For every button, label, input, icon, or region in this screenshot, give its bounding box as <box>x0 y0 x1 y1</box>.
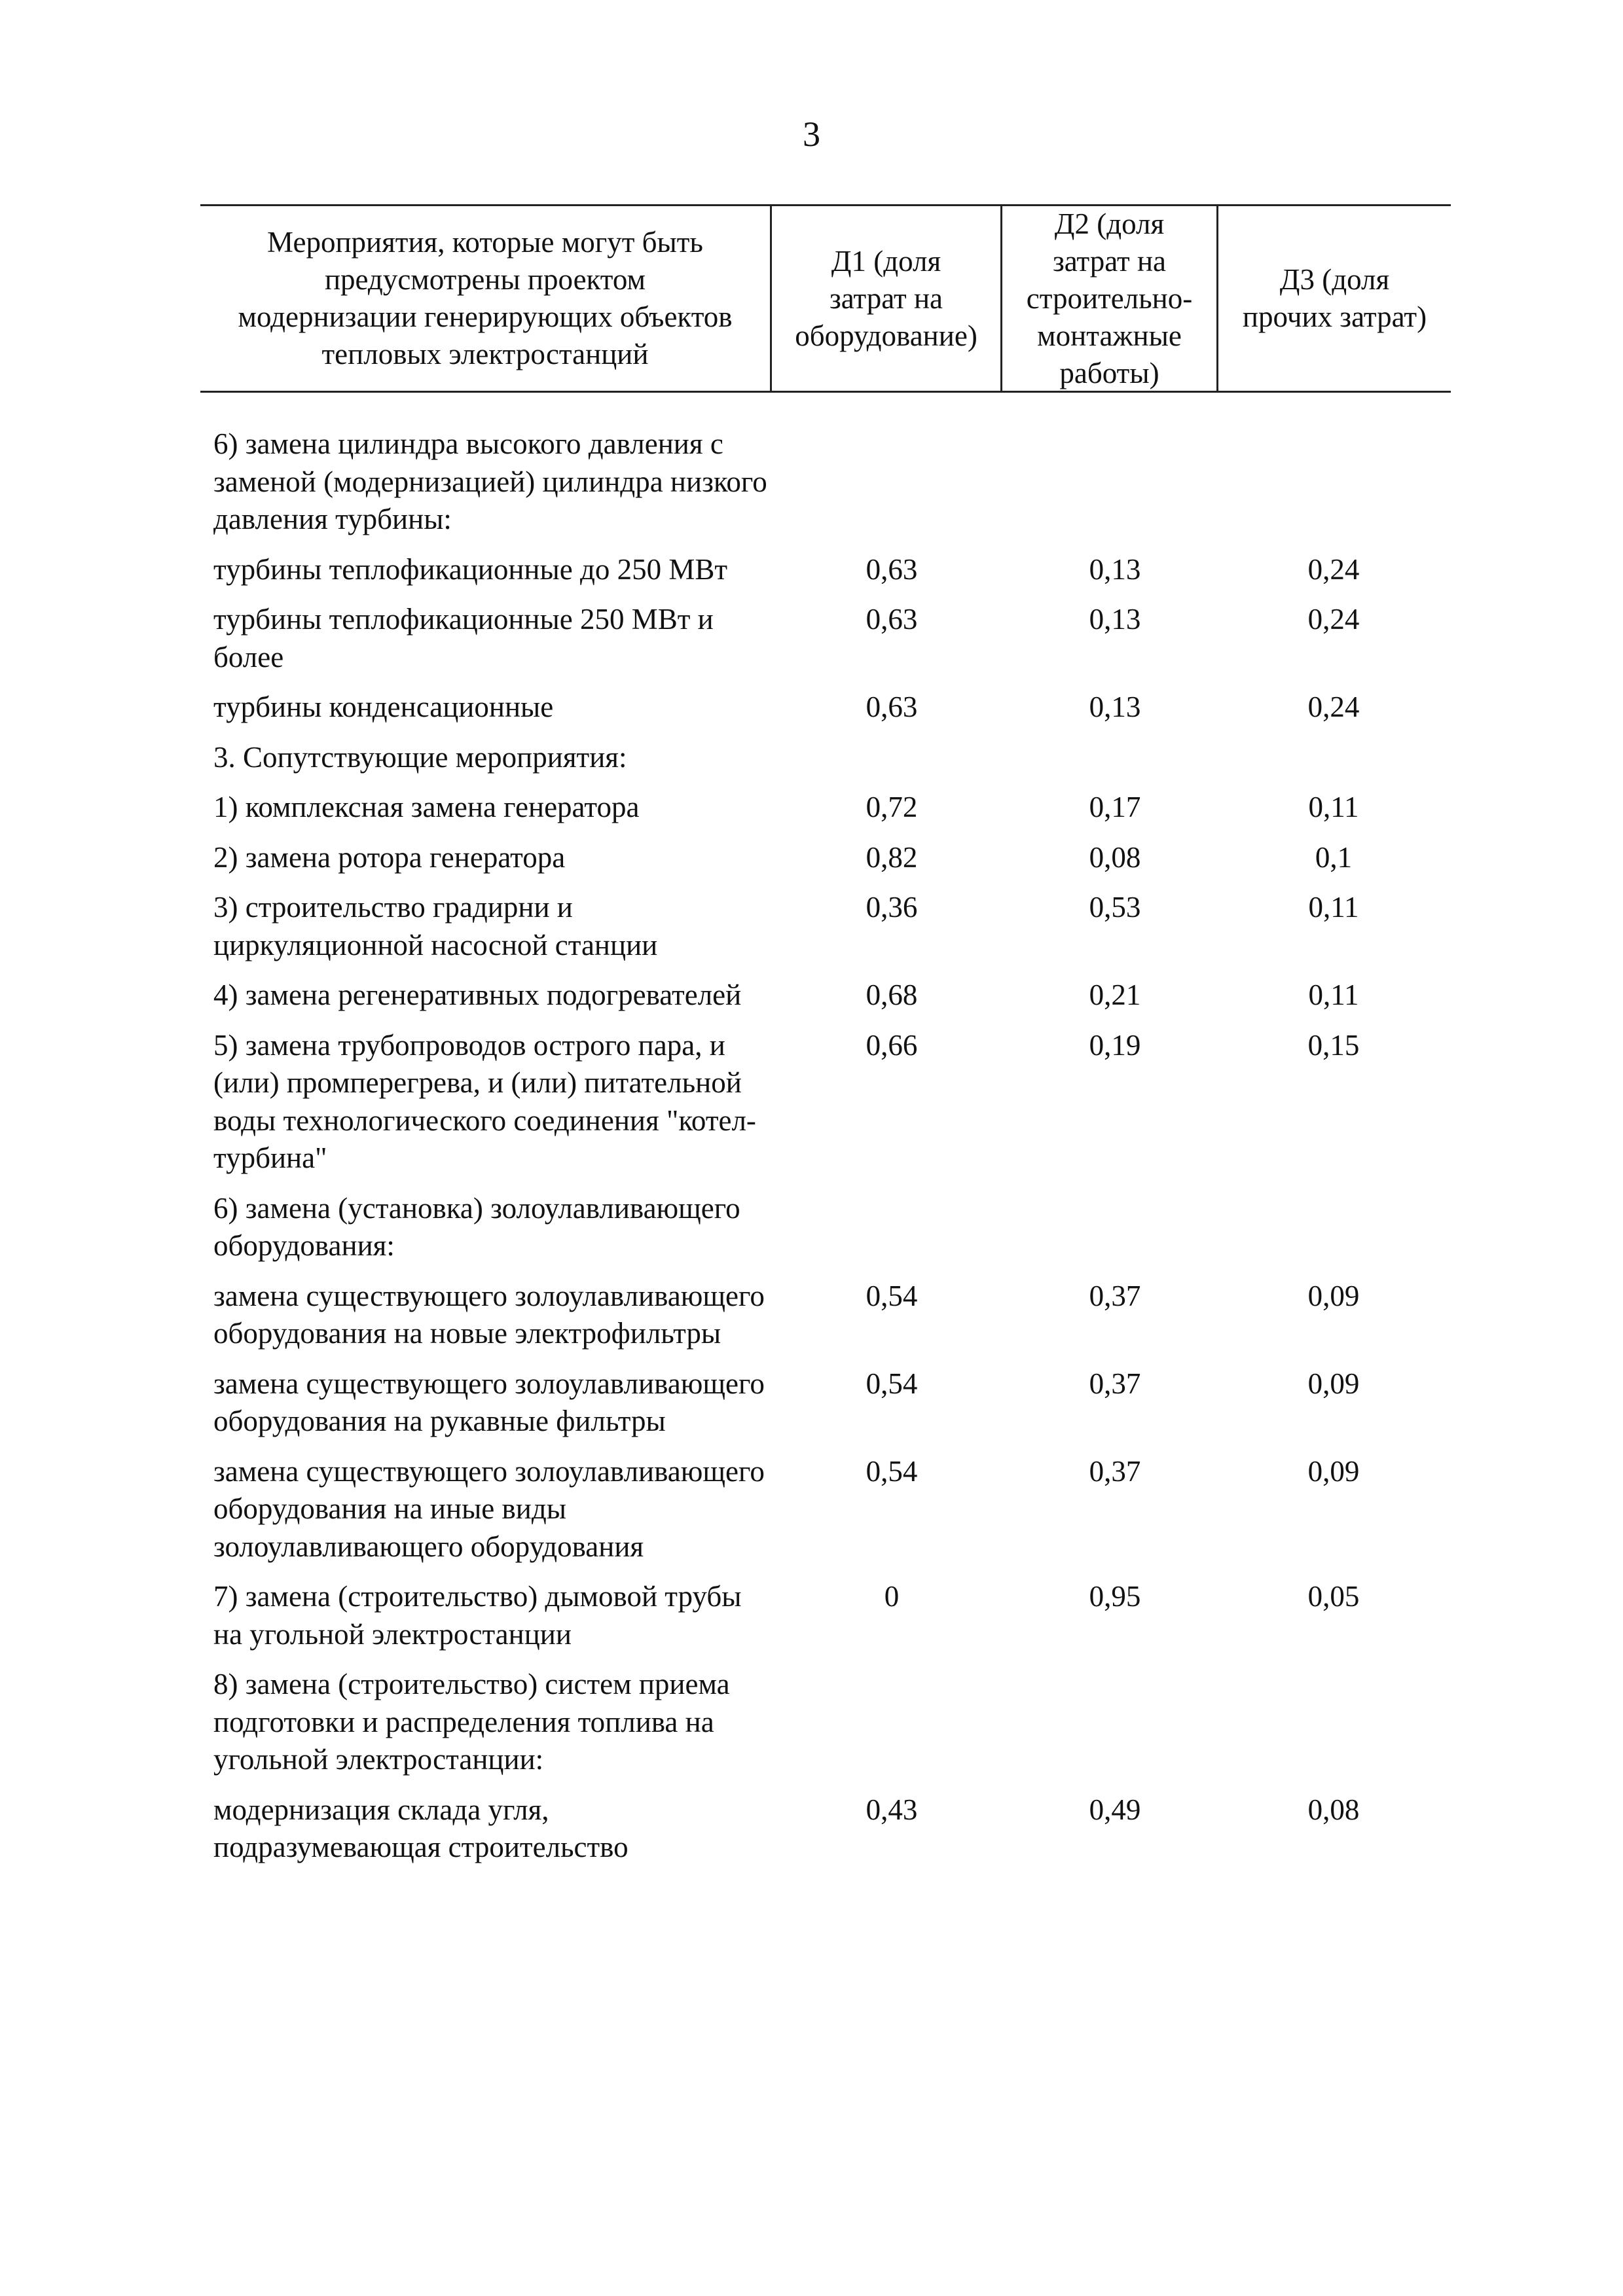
row-d2: 0,19 <box>1089 1028 1141 1062</box>
row-d3: 0,24 <box>1307 603 1360 636</box>
row-d1 <box>770 1666 1000 1779</box>
row-d1: 0,36 <box>866 891 918 924</box>
row-d2 <box>1000 1666 1216 1779</box>
row-d1 <box>770 739 1000 777</box>
row-d3 <box>1216 1190 1451 1265</box>
table-row <box>200 1278 1451 1353</box>
row-label: турбины конденсационные <box>213 691 554 723</box>
row-d3 <box>1216 739 1451 777</box>
row-d3: 0,09 <box>1307 1279 1360 1312</box>
row-d2: 0,37 <box>1089 1454 1141 1488</box>
row-d2: 0,13 <box>1089 552 1141 586</box>
row-d2: 0,08 <box>1089 840 1141 874</box>
row-label: модернизация склада угля, подразумевающая строительство <box>213 1793 629 1863</box>
table-row <box>200 839 1451 877</box>
row-label: 7) замена (строительство) дымовой трубы на угольной электростанции <box>213 1580 742 1651</box>
table-row <box>200 1578 1451 1653</box>
row-d1: 0,54 <box>866 1454 918 1488</box>
row-d3: 0,05 <box>1307 1580 1360 1613</box>
row-d1: 0,63 <box>866 691 918 723</box>
row-d3 <box>1216 1666 1451 1779</box>
row-label: 6) замена цилиндра высокого давления с заменой (модернизацией) цилиндра низкого давления турбины: <box>213 427 767 535</box>
row-d2: 0,53 <box>1089 891 1141 924</box>
row-label: замена существующего золоулавливающего оборудования на иные виды золоулавливающего оборудования <box>213 1454 765 1563</box>
row-d1 <box>770 425 1000 539</box>
header-d1: Д1 (доля затрат на оборудование) <box>770 206 1000 391</box>
row-d1: 0,66 <box>866 1028 918 1062</box>
table-row <box>200 1666 1451 1779</box>
row-d1: 0,82 <box>866 840 918 874</box>
table-row <box>200 977 1451 1014</box>
table-header <box>200 206 1451 391</box>
row-d2 <box>1000 1190 1216 1265</box>
table-row <box>200 425 1451 539</box>
table-row <box>200 1190 1451 1265</box>
header-d3: Д3 (доля прочих затрат) <box>1216 206 1451 391</box>
row-d2 <box>1000 425 1216 539</box>
header-d2: Д2 (доля затрат на строительно- монтажные работы) <box>1000 206 1216 391</box>
row-d3: 0,15 <box>1307 1028 1360 1062</box>
table-header-rule <box>200 391 1451 393</box>
row-d1: 0,63 <box>866 603 918 636</box>
row-d1: 0,72 <box>866 791 918 823</box>
row-label: замена существующего золоулавливающего оборудования на рукавные фильтры <box>213 1367 765 1437</box>
row-label: 5) замена трубопроводов острого пара, и (или) промперегрева, и (или) питательной воды технологического соединения "котел-турбина" <box>213 1028 756 1174</box>
row-label: турбины теплофикационные 250 МВт и более <box>213 603 714 673</box>
row-d2: 0,13 <box>1089 603 1141 636</box>
row-d1: 0 <box>884 1580 900 1613</box>
row-label: 6) замена (установка) золоулавливающего оборудования: <box>213 1191 740 1262</box>
row-d1 <box>770 1190 1000 1265</box>
row-d2 <box>1000 739 1216 777</box>
table-row <box>200 689 1451 726</box>
row-d3: 0,11 <box>1308 978 1359 1011</box>
row-d2: 0,13 <box>1089 691 1141 723</box>
row-d3: 0,09 <box>1307 1454 1360 1488</box>
row-d3 <box>1216 425 1451 539</box>
row-d3: 0,24 <box>1307 552 1360 586</box>
table-body <box>200 425 1451 1867</box>
row-d2: 0,95 <box>1089 1580 1141 1613</box>
row-d1: 0,54 <box>866 1367 918 1400</box>
header-measures: Мероприятия, которые могут быть предусмотрены проектом модернизации генерирующих объектов тепловых электростанций <box>238 226 733 370</box>
page-number: 3 <box>803 115 820 154</box>
row-d2: 0,17 <box>1089 791 1141 823</box>
table-section-row <box>200 739 1451 777</box>
row-d2: 0,37 <box>1089 1367 1141 1400</box>
row-d1: 0,63 <box>866 552 918 586</box>
table-row <box>200 601 1451 676</box>
row-d1: 0,68 <box>866 978 918 1011</box>
row-label: 4) замена регенеративных подогревателей <box>213 978 742 1011</box>
row-d1: 0,43 <box>866 1793 918 1826</box>
table-row <box>200 1791 1451 1867</box>
row-label: турбины теплофикационные до 250 МВт <box>213 552 728 586</box>
cost-share-table <box>200 204 1451 1879</box>
row-label: 3) строительство градирни и циркуляционной насосной станции <box>213 891 658 961</box>
table-row <box>200 1453 1451 1566</box>
row-d3: 0,11 <box>1308 891 1359 924</box>
table-row <box>200 789 1451 827</box>
row-d2: 0,49 <box>1089 1793 1141 1826</box>
table-row <box>200 889 1451 964</box>
row-label: 1) комплексная замена генератора <box>213 791 640 823</box>
row-d3: 0,09 <box>1307 1367 1360 1400</box>
row-d3: 0,08 <box>1307 1793 1360 1826</box>
row-label: замена существующего золоулавливающего оборудования на новые электрофильтры <box>213 1279 765 1350</box>
row-d3: 0,1 <box>1315 840 1353 874</box>
table-row <box>200 1027 1451 1177</box>
row-d3: 0,24 <box>1307 691 1360 723</box>
table-row <box>200 1365 1451 1441</box>
row-d3: 0,11 <box>1308 791 1359 823</box>
table-row <box>200 551 1451 589</box>
row-label: 8) замена (строительство) систем приема подготовки и распределения топлива на угольной электростанции: <box>213 1668 730 1776</box>
row-d2: 0,21 <box>1089 978 1141 1011</box>
row-label: 2) замена ротора генератора <box>213 840 566 874</box>
row-label: 3. Сопутствующие мероприятия: <box>213 740 627 774</box>
row-d2: 0,37 <box>1089 1279 1141 1312</box>
row-d1: 0,54 <box>866 1279 918 1312</box>
